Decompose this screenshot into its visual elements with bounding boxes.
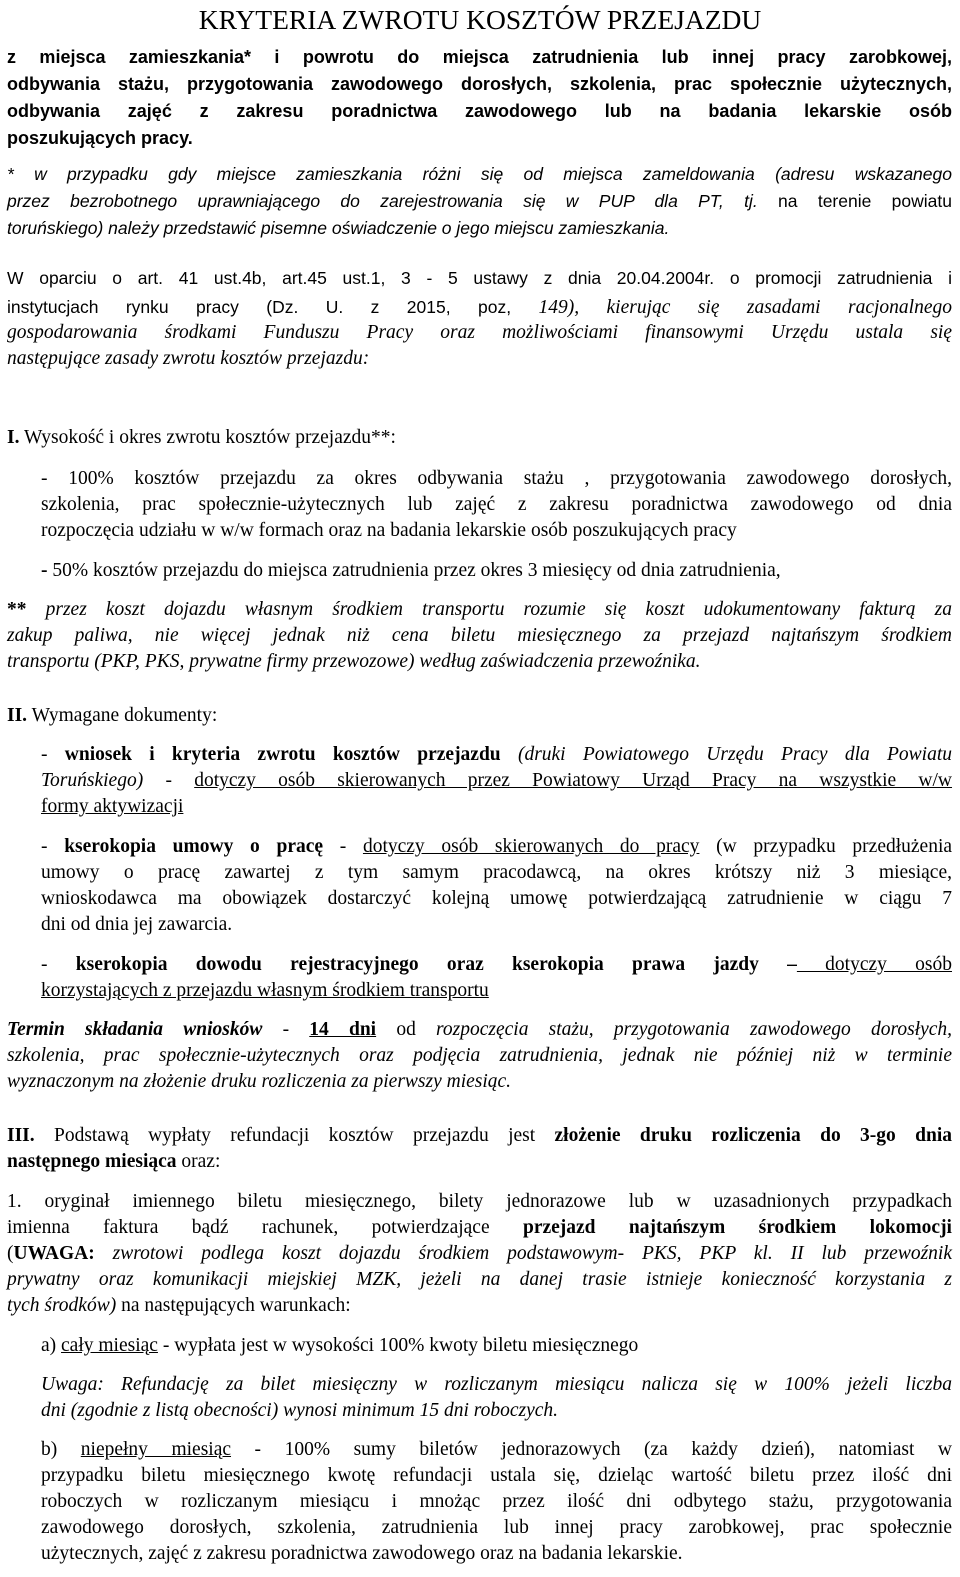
section-3-b-line-4: zawodowego dorosłych, szkolenia, zatrudnienia lub innej pracy zarobkowej, prac społecznie	[41, 1517, 952, 1538]
doc-1-underlined: dotyczy osób skierowanych przez Powiatowy Urząd Pracy na wszystkie w/w	[194, 770, 953, 791]
legal-text-a: instytucjach rynku pracy (Dz. U. z 2015, poz,	[7, 297, 512, 317]
section-1-p1-line-3: rozpoczęcia udziału w w/w formach oraz na badania lekarskie osób poszukujących pracy	[41, 520, 737, 541]
footnote-star-line-1: * w przypadku gdy miejsce zamieszkania różni się od miejsca zameldowania (adresu wskazanego	[7, 164, 952, 184]
doc-2-rest: (w przypadku przedłużenia	[699, 836, 953, 857]
legal-line-2	[7, 294, 952, 320]
doc-2-line-2: umowy o pracę zawartej z tym samym pracodawcą, na okres krótszy niż 3 miesiące,	[41, 862, 952, 883]
doc-1-dash: -	[41, 744, 65, 765]
section-2-heading	[7, 703, 952, 729]
deadline-line-1	[7, 1017, 952, 1043]
section-3-b-line-1	[41, 1437, 952, 1463]
section-1-p2	[41, 558, 952, 584]
section-3-heading-bold: złożenie druku rozliczenia do 3-go dnia	[554, 1125, 952, 1146]
page-title: KRYTERIA ZWROTU KOSZTÓW PRZEJAZDU	[198, 4, 762, 35]
section-3-p1-italic-2: tych środków)	[7, 1295, 117, 1316]
section-3-heading-text: Podstawą wypłaty refundacji kosztów przejazdu jest	[34, 1125, 555, 1146]
doc-1-line-3	[41, 794, 952, 820]
section-1-p2-dash: -	[41, 560, 48, 581]
section-3-uwaga-line-1: Uwaga: Refundację za bilet miesięczny w rozliczanym miesiącu nalicza się w 100% jeżeli liczba	[41, 1374, 952, 1395]
section-3-b-underlined: niepełny miesiąc	[80, 1439, 232, 1460]
section-3-a-pre: a)	[41, 1335, 62, 1356]
doc-2-line-1	[41, 834, 952, 860]
doc-1-title: wniosek i kryteria zwrotu kosztów przejazdu	[64, 744, 501, 765]
section-1-note-line-2: zakup paliwa, nie więcej jednak niż cena biletu miesięcznego za przejazd najtańszym środkiem	[7, 625, 952, 646]
footnote-star-line-3: toruńskiego) należy przedstawić pisemne oświadczenie o jego miejscu zamieszkania.	[7, 218, 670, 238]
section-3-b-rest: - 100% sumy biletów jednorazowych (za każdy dzień), natomiast w	[231, 1439, 952, 1460]
section-3-p1-text: imienna faktura bądź rachunek, potwierdzające	[7, 1217, 523, 1238]
doc-2-dash: -	[41, 836, 65, 857]
deadline-days: 14 dni	[309, 1019, 377, 1040]
section-1-p2-text: 50% kosztów przejazdu do miejsca zatrudnienia przez okres 3 miesięcy od dnia zatrudnienia,	[47, 560, 781, 581]
intro-line-1: z miejsca zamieszkania* i powrotu do miejsca zatrudnienia lub innej pracy zarobkowej,	[7, 47, 952, 67]
section-1-note-mark: **	[7, 599, 27, 620]
section-3-p1-line-1: 1. oryginał imiennego biletu miesięcznego, bilety jednorazowe lub w uzasadnionych przypadkach	[7, 1191, 952, 1212]
doc-2-line-4: dni od dnia jej zawarcia.	[41, 914, 233, 935]
doc-3-line-2	[41, 978, 952, 1004]
legal-text-b: 149), kierując się zasadami racjonalnego	[511, 297, 952, 318]
section-3-a-underlined: cały miesiąc	[61, 1335, 158, 1356]
intro-line-3: odbywania zajęć z zakresu poradnictwa zawodowego lub na badania lekarskie osób	[7, 101, 952, 121]
section-3-p1-line-5	[7, 1293, 952, 1319]
section-3-number: III.	[7, 1125, 35, 1146]
deadline-od: od	[376, 1019, 437, 1040]
section-3-p1-line-2	[7, 1215, 952, 1241]
intro-line-4: poszukujących pracy.	[7, 128, 193, 148]
doc-1-line-1	[41, 742, 952, 768]
section-3-heading-line-1	[7, 1123, 952, 1149]
footnote-star-line-2	[7, 188, 952, 214]
section-3-heading-end: oraz:	[176, 1151, 221, 1172]
doc-1-underlined-2: formy aktywizacji	[41, 796, 184, 817]
section-3-p1-end: na następujących warunkach:	[116, 1295, 351, 1316]
section-3-b-line-2: przypadku biletu miesięcznego kwotę refundacji ustala się, dzieląc wartość biletu przez ilość dni	[41, 1465, 952, 1486]
section-3-heading-line-2	[7, 1149, 952, 1175]
deadline-line-3: wyznaczonym na złożenie druku rozliczenia za pierwszy miesiąc.	[7, 1071, 512, 1092]
deadline-text: rozpoczęcia stażu, przygotowania zawodowego dorosłych,	[436, 1019, 953, 1040]
doc-1-sep: -	[143, 770, 195, 791]
section-1-heading	[7, 425, 952, 451]
doc-2-sep: -	[323, 836, 363, 857]
section-1-note-text: przez koszt dojazdu własnym środkiem transportu rozumie się koszt udokumentowany fakturą za	[26, 599, 952, 620]
footnote-star-text-b: na terenie powiatu	[757, 191, 952, 211]
doc-2-line-3: wnioskodawca ma obowiązek dostarczyć kolejną umowę potwierdzającą zatrudnienie w ciągu 7	[41, 888, 952, 909]
footnote-star-text: przez bezrobotnego uprawniającego do zarejestrowania się w PUP dla PT, tj.	[7, 191, 758, 211]
section-2-number: II.	[7, 705, 28, 726]
legal-line-3: gospodarowania środkami Funduszu Pracy oraz możliwościami finansowymi Urzędu ustala się	[7, 322, 952, 343]
section-1-heading-text: Wysokość i okres zwrotu kosztów przejazdu**:	[19, 427, 396, 448]
section-3-p1-uwaga: UWAGA:	[13, 1243, 95, 1264]
doc-3-dash: -	[41, 954, 76, 975]
section-3-p1-line-3	[7, 1241, 952, 1267]
doc-2-title: kserokopia umowy o pracę	[64, 836, 324, 857]
deadline-line-2: szkolenia, prac społecznie-użytecznych oraz podjęcia zatrudnienia, jednak nie później niż w terminie	[7, 1045, 952, 1066]
section-3-b-pre: b)	[41, 1439, 81, 1460]
doc-3-title: kserokopia dowodu rejestracyjnego oraz kserokopia prawa jazdy –	[75, 954, 797, 975]
section-1-note-line-1	[7, 597, 952, 623]
section-3-b-line-3: roboczych w rozliczanym miesiącu i mnożąc przez ilość dni odbytego stażu, przygotowania	[41, 1491, 952, 1512]
section-1-number: I.	[7, 427, 20, 448]
section-3-a-rest: - wypłata jest w wysokości 100% kwoty biletu miesięcznego	[157, 1335, 639, 1356]
section-3-p1-line-4: prywatny oraz komunikacji miejskiej MZK, jeżeli na danej trasie istnieje konieczność korzystania z	[7, 1269, 952, 1290]
section-2-heading-text: Wymagane dokumenty:	[27, 705, 218, 726]
section-3-p1-bold: przejazd najtańszym środkiem lokomocji	[522, 1217, 952, 1238]
legal-line-1: W oparciu o art. 41 ust.4b, art.45 ust.1, 3 - 5 ustawy z dnia 20.04.2004r. o promocji zatrudnienia i	[7, 268, 952, 288]
doc-3-underlined-2: korzystających z przejazdu własnym środkiem transportu	[41, 980, 489, 1001]
legal-line-4: następujące zasady zwrotu kosztów przejazdu:	[7, 348, 370, 369]
section-1-p1-line-2: szkolenia, prac społecznie-użytecznych lub zajęć z zakresu poradnictwa zawodowego od dnia	[41, 494, 952, 515]
section-1-p1-line-1: - 100% kosztów przejazdu za okres odbywania stażu , przygotowania zawodowego dorosłych,	[41, 468, 952, 489]
section-1-note-line-3: transportu (PKP, PKS, prywatne firmy przewozowe) według zaświadczenia przewoźnika.	[7, 651, 701, 672]
doc-3-line-1	[41, 952, 952, 978]
section-3-b-line-5: użytecznych, zajęć z zakresu poradnictwa zawodowego oraz na badania lekarskie.	[41, 1543, 683, 1564]
doc-2-underlined: dotyczy osób skierowanych do pracy	[362, 836, 700, 857]
section-3-heading-bold-2: następnego miesiąca	[7, 1151, 177, 1172]
section-3-p1-paren: (	[7, 1243, 14, 1264]
section-3-uwaga-line-2: dni (zgodnie z listą obecności) wynosi minimum 15 dni roboczych.	[41, 1400, 559, 1421]
doc-1-italic: (druki Powiatowego Urzędu Pracy dla Powiatu	[500, 744, 953, 765]
doc-1-italic-2: Toruńskiego)	[41, 770, 144, 791]
doc-1-line-2	[41, 768, 952, 794]
doc-3-underlined: dotyczy osób	[796, 954, 952, 975]
deadline-sep: -	[262, 1019, 310, 1040]
intro-line-2: odbywania stażu, przygotowania zawodowego dorosłych, szkolenia, prac społecznie użytecznych,	[7, 74, 952, 94]
deadline-label: Termin składania wniosków	[7, 1019, 263, 1040]
section-3-a	[41, 1333, 952, 1359]
section-3-p1-italic: zwrotowi podlega koszt dojazdu środkiem podstawowym- PKS, PKP kl. II lub przewoźnik	[94, 1243, 952, 1264]
